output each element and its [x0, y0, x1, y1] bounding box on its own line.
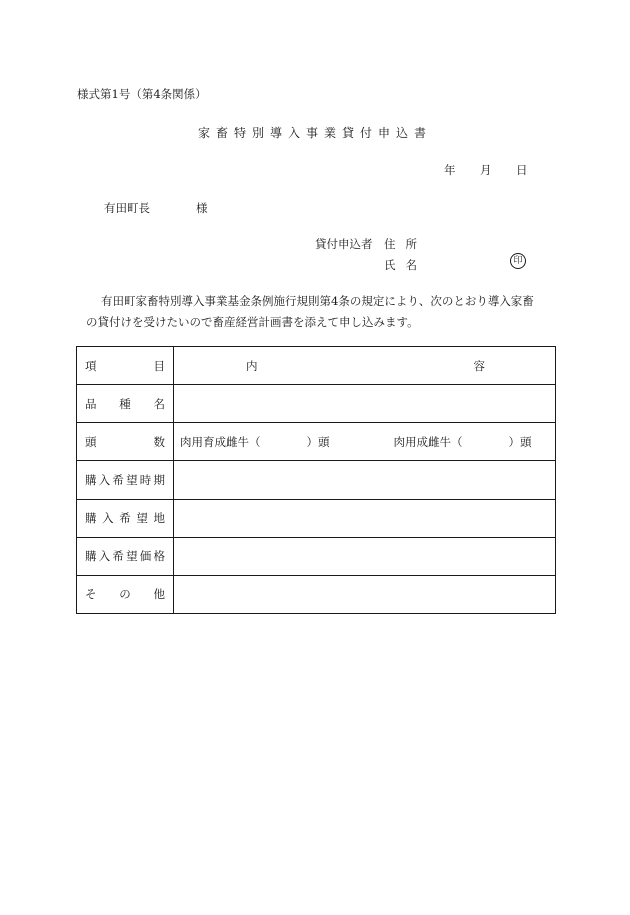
table-row-other: [77, 575, 556, 613]
label-char: 地: [153, 511, 165, 526]
purchase-period-field[interactable]: [174, 461, 556, 499]
heads-value-cell: [174, 423, 556, 461]
label-char: 格: [153, 549, 165, 564]
label-char: 望: [126, 472, 138, 487]
purchase-place-label-cell: [77, 499, 174, 537]
label-char: 名: [153, 396, 165, 411]
label-char: 頭: [85, 434, 97, 449]
breeding-heifer-suffix: ）頭: [306, 434, 330, 449]
date-day-label: 日: [516, 163, 528, 177]
form-number: 様式第1号（第4条関係）: [77, 87, 207, 101]
addressee-name: 有田町長: [104, 201, 150, 215]
item-header-char: 目: [153, 358, 165, 373]
date-month-label: 月: [480, 163, 492, 177]
label-char: 望: [136, 511, 148, 526]
label-char: 入: [102, 511, 114, 526]
label-char: 望: [126, 549, 138, 564]
adult-cow-count-field[interactable]: [463, 434, 509, 450]
label-char: 入: [98, 472, 111, 487]
label-char: 時: [139, 472, 152, 487]
name-label: 氏名: [384, 258, 427, 272]
content-header-char: 容: [473, 358, 485, 373]
table-row-purchase-period: [77, 461, 556, 499]
adult-cow-suffix: ）頭: [508, 434, 532, 449]
purchase-price-field[interactable]: [174, 537, 556, 575]
label-char: 品: [85, 396, 97, 411]
label-char: 数: [153, 434, 165, 449]
table-row-purchase-price: [77, 537, 556, 575]
breed-value-field[interactable]: [174, 385, 556, 423]
breed-label-cell: [77, 385, 174, 423]
other-field[interactable]: [174, 575, 556, 613]
breeding-heifer-count-field[interactable]: [261, 434, 307, 450]
label-char: 種: [119, 396, 131, 411]
address-label: 住所: [384, 237, 427, 251]
table-header-row: [77, 347, 556, 385]
label-char: 希: [112, 472, 124, 487]
table-row-heads: [77, 423, 556, 461]
addressee-honorific: 様: [196, 201, 208, 215]
applicant-label: 貸付申込者: [315, 237, 373, 251]
heads-label-cell: [77, 423, 174, 461]
breeding-heifer-prefix: 肉用育成雌牛（: [180, 434, 261, 449]
label-char: 入: [98, 549, 111, 564]
label-char: 購: [85, 549, 97, 564]
body-text-line-1: 有田町家畜特別導入事業基金条例施行規則第4条の規定により、次のとおり導入家畜: [101, 294, 534, 308]
seal-mark-icon: 印: [510, 253, 526, 269]
label-char: 他: [153, 587, 165, 602]
label-char: 期: [153, 472, 165, 487]
body-text-line-2: の貸付けを受けたいので畜産経営計画書を添えて申し込みます。: [86, 315, 419, 329]
other-label-cell: [77, 575, 174, 613]
label-char: そ: [85, 587, 97, 602]
document-title: 家畜特別導入事業貸付申込書: [197, 126, 432, 140]
table-row-breed: [77, 385, 556, 423]
application-table: [76, 346, 556, 614]
date-year-label: 年: [444, 163, 456, 177]
item-header-char: 項: [85, 358, 97, 373]
purchase-place-field[interactable]: [174, 499, 556, 537]
purchase-period-label-cell: [77, 461, 174, 499]
table-row-purchase-place: [77, 499, 556, 537]
label-char: 希: [112, 549, 124, 564]
label-char: の: [119, 587, 131, 602]
label-char: 購: [85, 511, 97, 526]
label-char: 購: [85, 472, 97, 487]
item-header-cell: [77, 347, 174, 385]
adult-cow-prefix: 肉用成雌牛（: [393, 434, 463, 449]
label-char: 価: [139, 549, 152, 564]
content-header-char: 内: [246, 358, 258, 373]
purchase-price-label-cell: [77, 537, 174, 575]
content-header-cell: [174, 347, 556, 385]
label-char: 希: [119, 511, 131, 526]
